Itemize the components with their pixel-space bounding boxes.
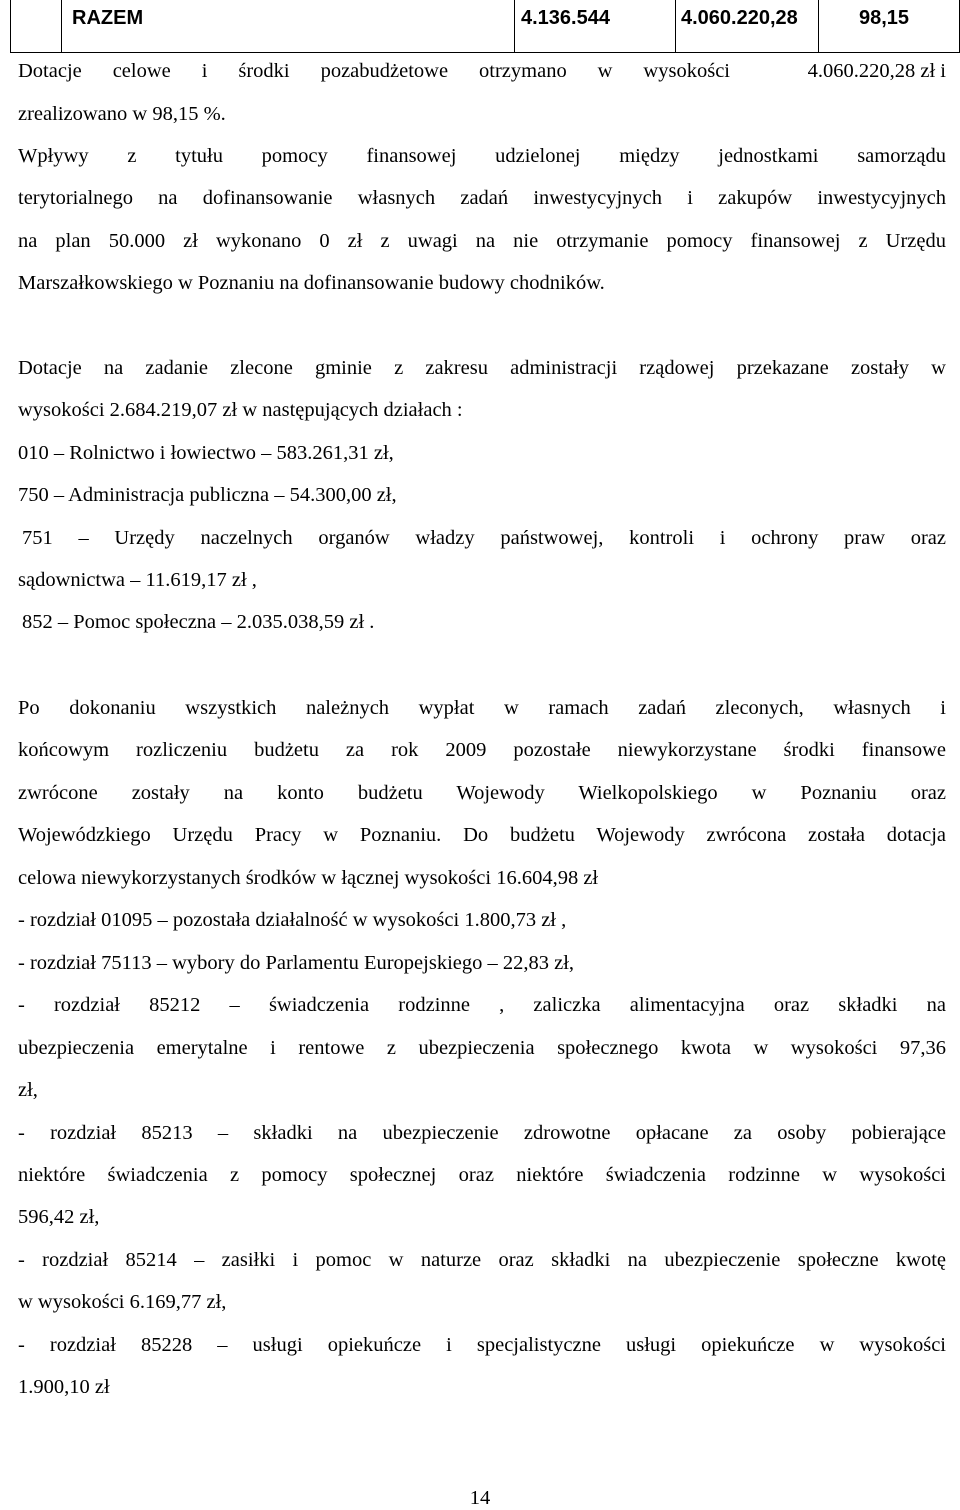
p2-line-4: Marszałkowskiego w Poznaniu na dofinansowanie budowy chodników. — [18, 272, 605, 294]
table-cell-plan — [515, 0, 676, 52]
p4-line-12: niektóre świadczenia z pomocy społecznej oraz niektóre świadczenia rodzinne w wysokości — [18, 1164, 946, 1186]
p4-line-8: - rozdział 85212 – świadczenia rodzinne , zaliczka alimentacyjna oraz składki na — [18, 994, 946, 1016]
p4-line-10: zł, — [18, 1079, 38, 1101]
table-cell-label — [62, 0, 515, 52]
table-cell-empty — [11, 0, 62, 52]
table-procent-value: 98,15 — [859, 7, 910, 29]
p3-line-3: 010 – Rolnictwo i łowiectwo – 583.261,31 zł, — [18, 442, 394, 464]
p4-line-11: - rozdział 85213 – składki na ubezpieczenie zdrowotne opłacane za osoby pobierające — [18, 1122, 946, 1144]
summary-table-row — [10, 0, 960, 53]
p4-line-3: zwrócone zostały na konto budżetu Wojewody Wielkopolskiego w Poznaniu oraz — [18, 782, 946, 804]
table-cell-wykonanie — [676, 0, 819, 52]
p4-line-6: - rozdział 01095 – pozostała działalność w wysokości 1.800,73 zł , — [18, 909, 567, 931]
page-number: 14 — [469, 1487, 491, 1509]
table-wykonanie-value: 4.060.220,28 — [681, 7, 798, 29]
p4-line-15: w wysokości 6.169,77 zł, — [18, 1291, 227, 1313]
p3-line-5: 751 – Urzędy naczelnych organów władzy państwowej, kontroli i ochrony praw oraz — [22, 527, 946, 549]
p3-line-2: wysokości 2.684.219,07 zł w następujących działach : — [18, 399, 463, 421]
p4-line-17: 1.900,10 zł — [18, 1376, 110, 1398]
p3-line-1: Dotacje na zadanie zlecone gminie z zakresu administracji rządowej przekazane zostały w — [18, 357, 946, 379]
p4-line-7: - rozdział 75113 – wybory do Parlamentu Europejskiego – 22,83 zł, — [18, 952, 575, 974]
p4-line-4: Wojewódzkiego Urzędu Pracy w Poznaniu. Do budżetu Wojewody zwrócona została dotacja — [18, 824, 946, 846]
p1-line-1a: Dotacje celowe i środki pozabudżetowe otrzymano w wysokości — [18, 60, 730, 82]
p1-line-1b: 4.060.220,28 zł i — [807, 60, 946, 82]
table-label: RAZEM — [72, 7, 144, 29]
p1-line-2: zrealizowano w 98,15 %. — [18, 103, 226, 125]
p2-line-1: Wpływy z tytułu pomocy finansowej udzielonej między jednostkami samorządu — [18, 145, 946, 167]
table-cell-procent — [819, 0, 958, 52]
p4-line-14: - rozdział 85214 – zasiłki i pomoc w naturze oraz składki na ubezpieczenie społeczne kwotę — [18, 1249, 946, 1271]
p4-line-13: 596,42 zł, — [18, 1206, 100, 1228]
p2-line-3: na plan 50.000 zł wykonano 0 zł z uwagi na nie otrzymanie pomocy finansowej z Urzędu — [18, 230, 946, 252]
p3-line-4: 750 – Administracja publiczna – 54.300,00 zł, — [18, 484, 397, 506]
p3-line-7: 852 – Pomoc społeczna – 2.035.038,59 zł . — [22, 611, 375, 633]
p4-line-5: celowa niewykorzystanych środków w łącznej wysokości 16.604,98 zł — [18, 867, 599, 889]
p2-line-2: terytorialnego na dofinansowanie własnych zadań inwestycyjnych i zakupów inwestycyjnych — [18, 187, 946, 209]
p4-line-16: - rozdział 85228 – usługi opiekuńcze i specjalistyczne usługi opiekuńcze w wysokości — [18, 1334, 946, 1356]
p4-line-9: ubezpieczenia emerytalne i rentowe z ubezpieczenia społecznego kwota w wysokości 97,36 — [18, 1037, 946, 1059]
p4-line-1: Po dokonaniu wszystkich należnych wypłat w ramach zadań zleconych, własnych i — [18, 697, 946, 719]
p4-line-2: końcowym rozliczeniu budżetu za rok 2009 pozostałe niewykorzystane środki finansowe — [18, 739, 946, 761]
p3-line-6: sądownictwa – 11.619,17 zł , — [18, 569, 257, 591]
table-plan-value: 4.136.544 — [521, 7, 610, 29]
